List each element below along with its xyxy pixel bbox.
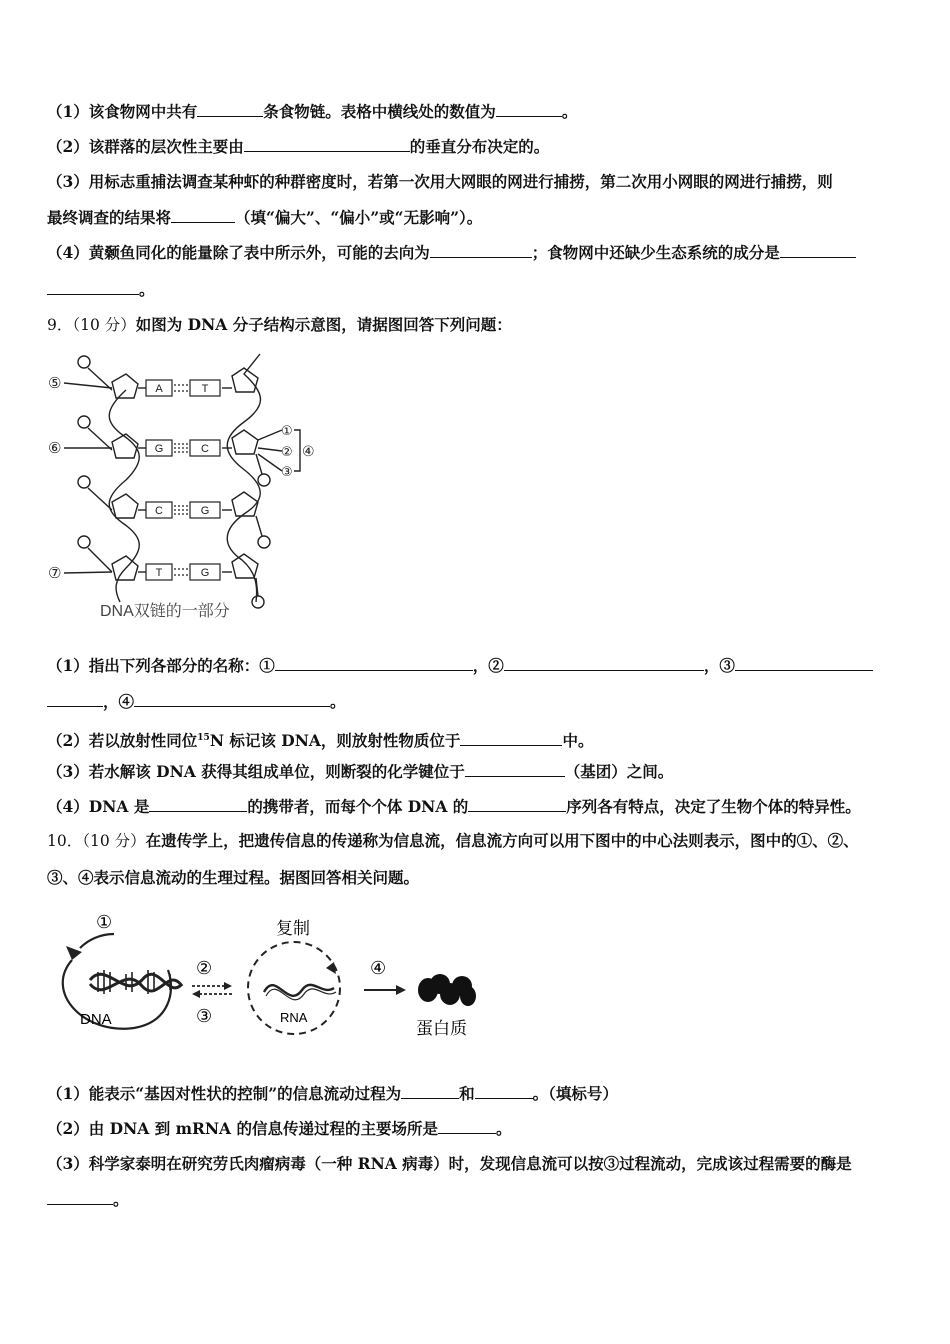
- answer-blank[interactable]: [47, 692, 103, 707]
- q9-part3: （3）若水解该 DNA 获得其组成单位，则断裂的化学键位于 （基团）之间。: [47, 762, 674, 781]
- base-label: G: [200, 567, 210, 579]
- answer-blank[interactable]: [134, 692, 330, 707]
- label-4: ④: [370, 958, 387, 978]
- marker-5: ⑤: [48, 375, 62, 392]
- q10-part1: （1）能表示“基因对性状的控制”的信息流动过程为 和 。（填标号）: [47, 1084, 618, 1103]
- answer-blank[interactable]: [171, 208, 235, 223]
- base-label: A: [155, 383, 163, 395]
- marker-7: ⑦: [48, 565, 62, 582]
- q9-part1-cont: ，④ 。: [47, 692, 903, 712]
- q8-part3-line2: 最终调查的结果将 （填“偏大”、“偏小”或“无影响”）。: [47, 208, 483, 227]
- q9-part4: （4）DNA 是 的携带者，而每个个体 DNA 的 序列各有特点，决定了生物个体的特异性。: [47, 797, 861, 816]
- marker-4: ④: [302, 443, 315, 459]
- protein-label: 蛋白质: [416, 1019, 467, 1038]
- q9-stem: 9．（10 分）如图为 DNA 分子结构示意图，请据图回答下列问题：: [47, 315, 512, 334]
- q8-part4: （4）黄颡鱼同化的能量除了表中所示外，可能的去向为 ；食物网中还缺少生态系统的成分是: [47, 243, 903, 263]
- label-2: ②: [196, 958, 213, 978]
- answer-blank[interactable]: [430, 243, 532, 258]
- replicate-label: 复制: [276, 919, 310, 938]
- base-label: T: [155, 567, 163, 579]
- q10-part3-line1: （3）科学家泰明在研究劳氏肉瘤病毒（一种 RNA 病毒）时，发现信息流可以按③过程流动，完成该过程需要的酶是: [47, 1154, 852, 1173]
- rna-label: RNA: [280, 1010, 308, 1025]
- answer-blank[interactable]: [504, 656, 704, 671]
- marker-2: ②: [281, 444, 293, 459]
- base-label: C: [201, 443, 209, 455]
- answer-blank[interactable]: [47, 280, 139, 295]
- q8-part3-line1: （3）用标志重捕法调查某种虾的种群密度时，若第一次用大网眼的网进行捕捞，第二次用小网眼的网进行捕捞，则: [47, 172, 833, 191]
- answer-blank[interactable]: [780, 243, 856, 258]
- base-label: T: [201, 383, 209, 395]
- answer-blank[interactable]: [438, 1119, 496, 1134]
- base-label: G: [154, 443, 164, 455]
- q9-part1: （1）指出下列各部分的名称：① ，② ，③: [47, 656, 903, 676]
- answer-blank[interactable]: [275, 656, 473, 671]
- dna-structure-figure: [44, 340, 329, 630]
- answer-blank[interactable]: [496, 102, 562, 117]
- q8-part1: （1）该食物网中共有 条食物链。表格中横线处的数值为 。: [47, 102, 578, 121]
- label-3: ③: [196, 1006, 213, 1026]
- q10-part2: （2）由 DNA 到 mRNA 的信息传递过程的主要场所是 。: [47, 1119, 512, 1138]
- base-label: C: [155, 505, 163, 517]
- central-dogma-figure: [44, 900, 494, 1050]
- answer-blank[interactable]: [149, 797, 247, 812]
- protein-icon: [418, 974, 476, 1006]
- q10-part3-line2: 。: [47, 1190, 903, 1210]
- label-1: ①: [96, 912, 113, 932]
- answer-blank[interactable]: [460, 731, 562, 746]
- answer-blank[interactable]: [465, 762, 565, 777]
- q8-part2: （2）该群落的层次性主要由 的垂直分布决定的。: [47, 137, 550, 156]
- answer-blank[interactable]: [735, 656, 873, 671]
- answer-blank[interactable]: [401, 1084, 459, 1099]
- q9-part2: （2）若以放射性同位$^{15}$N 标记该 DNA，则放射性物质位于 中。: [47, 731, 594, 751]
- q8-part4-cont: 。: [47, 280, 903, 300]
- marker-3: ③: [281, 464, 293, 479]
- answer-blank[interactable]: [47, 1190, 113, 1205]
- q10-stem-line1: 10．（10 分）在遗传学上，把遗传信息的传递称为信息流，信息流方向可以用下图中的中心法则表示，图中的①、②、: [47, 831, 859, 850]
- answer-blank[interactable]: [468, 797, 566, 812]
- q10-stem-line2: ③、④表示信息流动的生理过程。据图回答相关问题。: [47, 868, 420, 887]
- answer-blank[interactable]: [244, 137, 410, 152]
- base-label: G: [200, 505, 210, 517]
- marker-6: ⑥: [48, 440, 62, 457]
- dna-label: DNA: [80, 1011, 112, 1028]
- figure-caption: DNA双链的一部分: [100, 603, 230, 620]
- answer-blank[interactable]: [197, 102, 263, 117]
- answer-blank[interactable]: [475, 1084, 533, 1099]
- marker-1: ①: [281, 423, 293, 438]
